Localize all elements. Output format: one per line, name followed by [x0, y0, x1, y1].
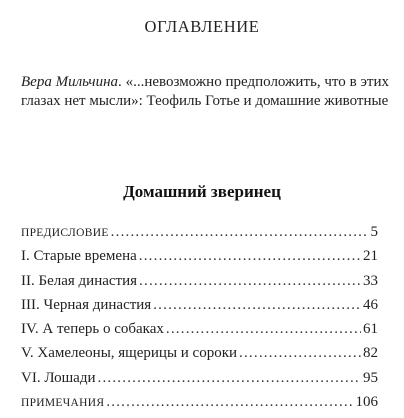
toc-entry-label: ПРЕДИСЛОВИЕ	[21, 227, 109, 239]
toc-entry-chapter-4[interactable]	[21, 321, 378, 345]
toc-leader-dots	[139, 273, 361, 290]
toc-entry-label: ПРИМЕЧАНИЯ	[21, 397, 105, 410]
toc-entry-notes[interactable]	[21, 394, 378, 418]
toc-entry-label: III. Черная династия	[21, 296, 152, 313]
toc-entry-page: 33	[363, 272, 378, 289]
toc-entry-page: 5	[370, 224, 378, 240]
toc-leader-dots	[239, 345, 361, 362]
toc-leader-dots	[139, 248, 361, 265]
toc-entry-page: 21	[363, 248, 378, 265]
toc-leader-dots	[98, 370, 362, 387]
toc-entry-preface[interactable]	[21, 224, 378, 248]
toc-entry-page: 82	[363, 345, 378, 362]
toc-entry-page: 95	[363, 369, 378, 386]
toc-entry-chapter-3[interactable]	[21, 297, 378, 321]
toc-entry-chapter-6[interactable]	[21, 370, 378, 394]
section-title: Домашний зверинец	[123, 182, 281, 201]
toc-leader-dots	[153, 297, 361, 314]
toc-entry-chapter-1[interactable]	[21, 248, 378, 272]
toc-entry-label: I. Старые времена	[21, 248, 137, 265]
toc-entry-label: V. Хамелеоны, ящерицы и сороки	[21, 345, 238, 362]
toc-leader-dots	[111, 224, 369, 241]
intro-text: . «...невозможно предположить, что в этих глазах нет мысли»: Теофиль Готье и домашние животные	[21, 74, 389, 109]
toc-entry-page: 106	[355, 394, 378, 411]
toc-entry-label: VI. Лошади	[21, 369, 96, 386]
toc-leader-dots	[106, 394, 353, 411]
toc-entry-label: II. Белая династия	[21, 272, 138, 289]
toc-entry-page: 46	[363, 296, 378, 313]
toc-list	[21, 224, 378, 418]
toc-entry-chapter-5[interactable]	[21, 345, 378, 369]
intro-author: Вера Мильчина	[21, 74, 119, 90]
toc-leader-dots	[166, 321, 361, 338]
intro-entry[interactable]	[21, 73, 389, 111]
toc-entry-label: IV. А теперь о собаках	[21, 321, 164, 338]
toc-entry-chapter-2[interactable]	[21, 273, 378, 297]
contents-heading: ОГЛАВЛЕНИЕ	[144, 17, 260, 36]
toc-entry-page: 61	[363, 321, 378, 338]
